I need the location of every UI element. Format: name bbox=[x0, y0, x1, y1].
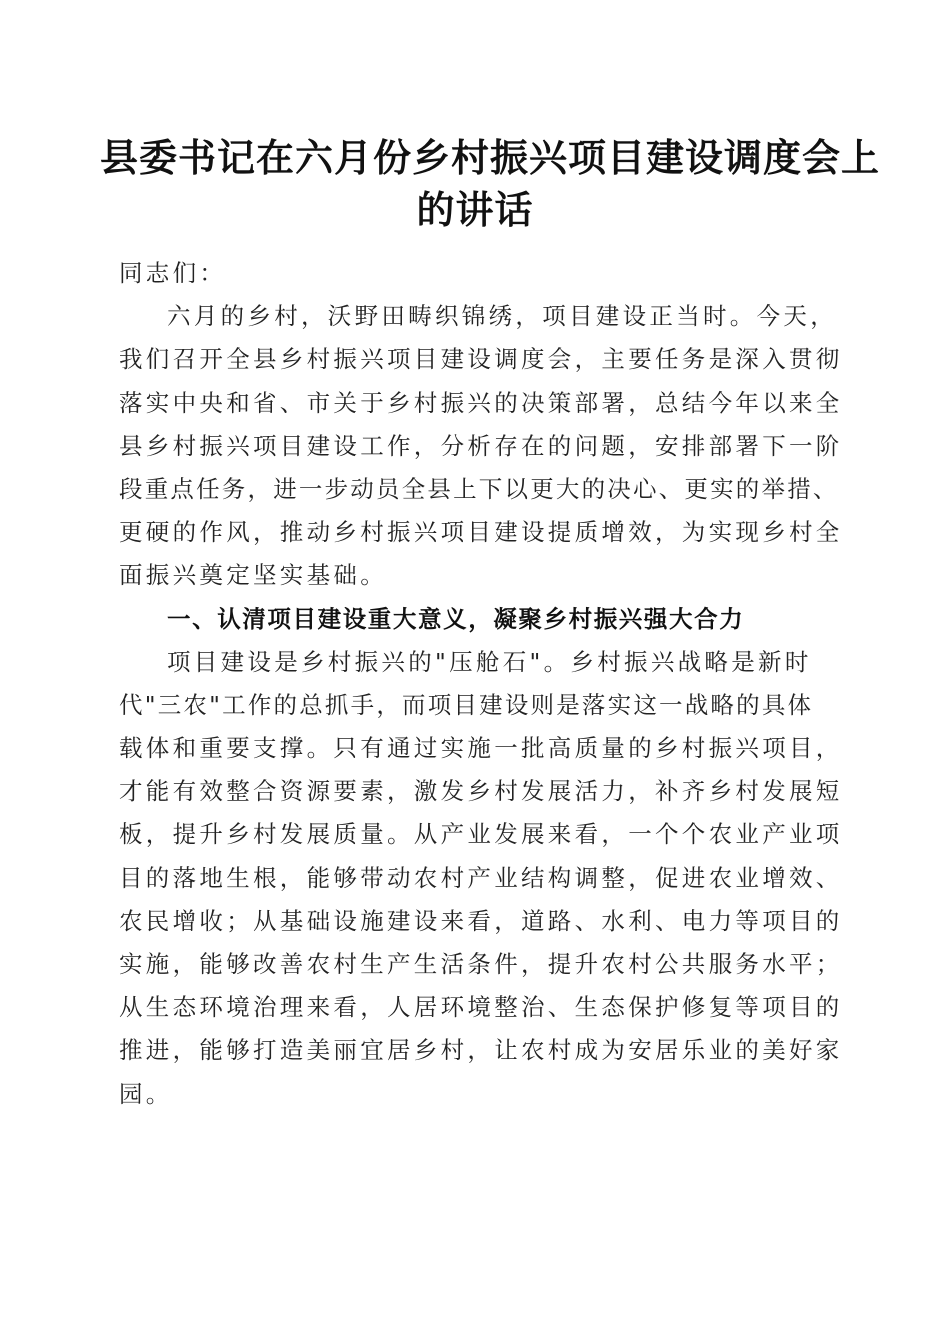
document-title bbox=[100, 132, 881, 236]
paragraph-line: 园。 bbox=[119, 1079, 173, 1108]
paragraph-line: 目的落地生根，能够带动农村产业结构调整，促进农业增效、 bbox=[119, 863, 843, 892]
paragraph-line: 项目建设是乡村振兴的"压舱石"。乡村振兴战略是新时 bbox=[167, 647, 812, 676]
section-heading: 一、认清项目建设重大意义，凝聚乡村振兴强大合力 bbox=[167, 604, 745, 633]
title-line-2: 的讲话 bbox=[416, 187, 534, 232]
paragraph-line: 推进，能够打造美丽宜居乡村，让农村成为安居乐业的美好家 bbox=[119, 1036, 843, 1065]
paragraph-line: 我们召开全县乡村振兴项目建设调度会，主要任务是深入贯彻 bbox=[119, 345, 843, 374]
paragraph-line: 实施，能够改善农村生产生活条件，提升农村公共服务水平； bbox=[119, 950, 843, 978]
paragraph-line: 农民增收；从基础设施建设来看，道路、水利、电力等项目的 bbox=[119, 906, 843, 935]
paragraph-line: 县乡村振兴项目建设工作，分析存在的问题，安排部署下一阶 bbox=[119, 431, 843, 460]
paragraph-line: 更硬的作风，推动乡村振兴项目建设提质增效，为实现乡村全 bbox=[119, 518, 843, 547]
paragraph-line: 载体和重要支撑。只有通过实施一批高质量的乡村振兴项目， bbox=[119, 734, 843, 763]
paragraph-line: 面振兴奠定坚实基础。 bbox=[119, 561, 387, 590]
paragraph-line: 从生态环境治理来看，人居环境整治、生态保护修复等项目的 bbox=[119, 993, 843, 1022]
paragraph-line: 落实中央和省、市关于乡村振兴的决策部署，总结今年以来全 bbox=[119, 388, 843, 417]
paragraph-line: 代"三农"工作的总抓手，而项目建设则是落实这一战略的具体 bbox=[119, 690, 814, 719]
title-line-1: 县委书记在六月份乡村振兴项目建设调度会上 bbox=[100, 135, 881, 180]
paragraph-line: 段重点任务，进一步动员全县上下以更大的决心、更实的举措、 bbox=[119, 474, 839, 503]
paragraph-line: 板，提升乡村发展质量。从产业发展来看，一个个农业产业项 bbox=[119, 820, 843, 849]
salutation: 同志们： bbox=[119, 259, 227, 287]
paragraph-line: 六月的乡村，沃野田畴织锦绣，项目建设正当时。今天， bbox=[167, 302, 837, 331]
document-body bbox=[119, 252, 843, 1116]
paragraph-line: 才能有效整合资源要素，激发乡村发展活力，补齐乡村发展短 bbox=[119, 777, 843, 806]
